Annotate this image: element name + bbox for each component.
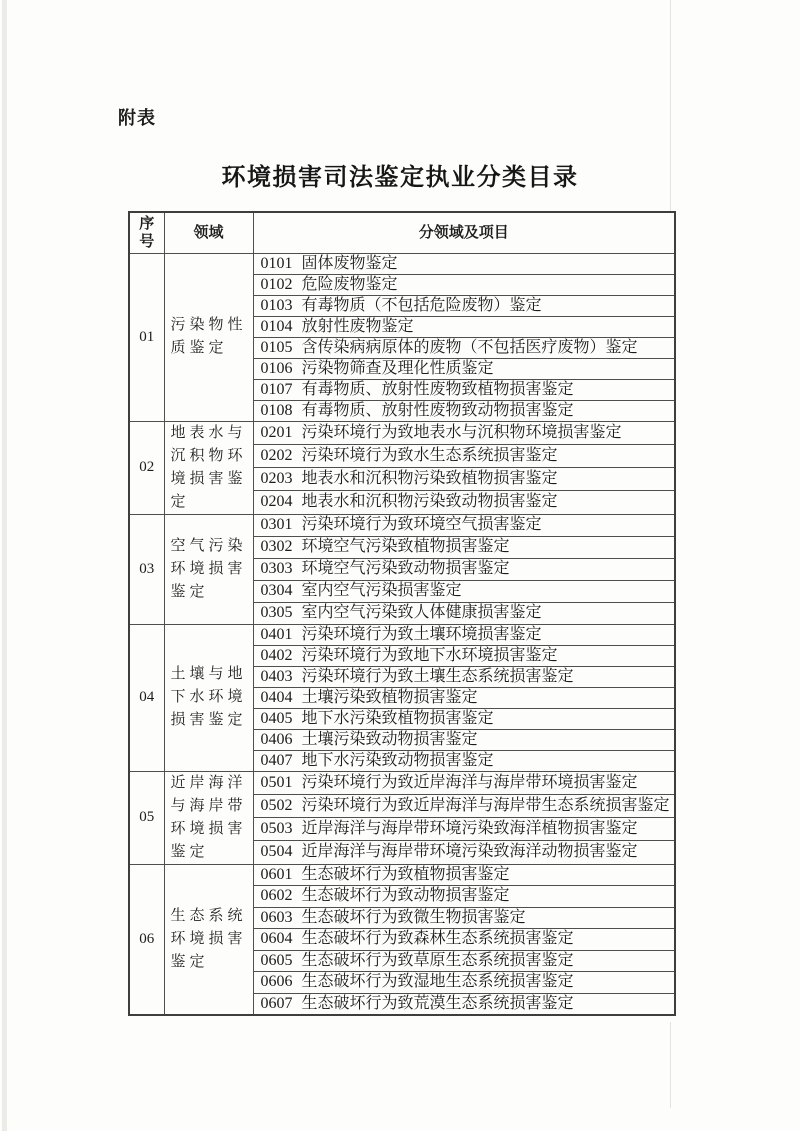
item-code: 0501 <box>260 773 293 791</box>
item-cell <box>253 907 675 929</box>
item-cell <box>253 886 675 908</box>
item-name: 生态破坏行为致微生物损害鉴定 <box>301 908 526 926</box>
item-code: 0605 <box>260 951 293 969</box>
item-cell <box>253 645 675 666</box>
item-name: 近岸海洋与海岸带环境污染致海洋动物损害鉴定 <box>301 843 638 861</box>
item-name: 地表水和沉积物污染致动物损害鉴定 <box>301 493 558 511</box>
item-code: 0504 <box>260 843 293 861</box>
section-field-cell: 污染物性质鉴定 <box>164 253 253 421</box>
page-title: 环境损害司法鉴定执业分类目录 <box>221 164 579 191</box>
section-no-cell: 04 <box>129 624 164 771</box>
item-code: 0108 <box>260 401 293 419</box>
item-code: 0301 <box>260 516 293 533</box>
section-field-cell: 地表水与沉积物环境损害鉴定 <box>164 421 253 514</box>
item-name: 室内空气污染损害鉴定 <box>301 582 462 599</box>
item-code: 0407 <box>260 751 293 769</box>
item-name: 污染环境行为致近岸海洋与海岸带生态系统损害鉴定 <box>301 796 670 814</box>
section-no-cell: 05 <box>129 771 164 864</box>
item-code: 0103 <box>260 296 293 314</box>
item-code: 0202 <box>260 446 293 464</box>
item-cell <box>253 316 675 337</box>
item-cell <box>253 771 675 794</box>
item-name: 污染环境行为致土壤生态系统损害鉴定 <box>301 667 574 685</box>
item-name: 有毒物质、放射性废物致植物损害鉴定 <box>301 380 574 398</box>
section-field-cell: 生态系统环境损害鉴定 <box>164 864 253 1015</box>
item-name: 生态破坏行为致动物损害鉴定 <box>301 887 510 905</box>
item-name: 污染环境行为致地表水与沉积物环境损害鉴定 <box>301 423 622 441</box>
item-cell <box>253 358 675 379</box>
item-name: 污染环境行为致近岸海洋与海岸带环境损害鉴定 <box>301 773 638 791</box>
item-cell <box>253 729 675 750</box>
table-header-row <box>129 212 675 253</box>
item-name: 污染环境行为致水生态系统损害鉴定 <box>301 446 558 464</box>
scan-crease-line-bottom <box>670 1022 671 1108</box>
item-cell <box>253 444 675 467</box>
item-name: 生态破坏行为致植物损害鉴定 <box>301 865 510 883</box>
item-code: 0601 <box>260 865 293 883</box>
item-cell <box>253 468 675 491</box>
item-name: 危险废物鉴定 <box>301 275 398 293</box>
item-code: 0404 <box>260 688 293 706</box>
item-cell <box>253 950 675 972</box>
item-cell <box>253 400 675 421</box>
section-field-cell: 近岸海洋与海岸带环境损害鉴定 <box>164 771 253 864</box>
item-name: 土壤污染致动物损害鉴定 <box>301 730 478 748</box>
item-name: 固体废物鉴定 <box>301 254 398 272</box>
item-name: 有毒物质、放射性废物致动物损害鉴定 <box>301 401 574 419</box>
item-cell <box>253 580 675 602</box>
item-name: 含传染病病原体的废物（不包括医疗废物）鉴定 <box>301 338 638 356</box>
item-code: 0302 <box>260 538 293 555</box>
item-name: 地下水污染致动物损害鉴定 <box>301 751 494 769</box>
item-cell <box>253 421 675 444</box>
item-code: 0405 <box>260 709 293 727</box>
item-name: 生态破坏行为致森林生态系统损害鉴定 <box>301 930 574 948</box>
item-code: 0402 <box>260 646 293 664</box>
item-cell <box>253 253 675 274</box>
item-code: 0101 <box>260 254 293 272</box>
item-code: 0607 <box>260 994 293 1012</box>
column-header-no: 序号 <box>129 212 164 253</box>
section-no-cell: 03 <box>129 514 164 624</box>
table-row <box>129 421 675 444</box>
item-name: 地表水和沉积物污染致植物损害鉴定 <box>301 470 558 488</box>
item-cell <box>253 624 675 645</box>
column-header-field: 领域 <box>164 212 253 253</box>
item-name: 污染环境行为致土壤环境损害鉴定 <box>301 625 542 643</box>
item-cell <box>253 295 675 316</box>
item-cell <box>253 602 675 624</box>
item-cell <box>253 558 675 580</box>
item-code: 0107 <box>260 380 293 398</box>
item-name: 环境空气污染致植物损害鉴定 <box>301 538 510 555</box>
item-cell <box>253 379 675 400</box>
item-cell <box>253 514 675 536</box>
item-name: 土壤污染致植物损害鉴定 <box>301 688 478 706</box>
table-row <box>129 514 675 536</box>
item-name: 生态破坏行为致荒漠生态系统损害鉴定 <box>301 994 574 1012</box>
item-code: 0105 <box>260 338 293 356</box>
table-row <box>129 771 675 794</box>
section-no-cell: 01 <box>129 253 164 421</box>
item-code: 0602 <box>260 887 293 905</box>
item-name: 有毒物质（不包括危险废物）鉴定 <box>301 296 542 314</box>
item-cell <box>253 337 675 358</box>
item-code: 0303 <box>260 560 293 577</box>
section-field-cell: 土壤与地下水环境损害鉴定 <box>164 624 253 771</box>
item-code: 0503 <box>260 820 293 838</box>
item-cell <box>253 491 675 514</box>
section-no-cell: 06 <box>129 864 164 1015</box>
item-name: 近岸海洋与海岸带环境污染致海洋植物损害鉴定 <box>301 820 638 838</box>
item-code: 0403 <box>260 667 293 685</box>
item-cell <box>253 666 675 687</box>
item-code: 0201 <box>260 423 293 441</box>
item-cell <box>253 993 675 1015</box>
item-name: 放射性废物鉴定 <box>301 317 414 335</box>
item-cell <box>253 929 675 951</box>
item-name: 生态破坏行为致湿地生态系统损害鉴定 <box>301 973 574 991</box>
item-code: 0104 <box>260 317 293 335</box>
item-cell <box>253 841 675 864</box>
item-code: 0606 <box>260 973 293 991</box>
item-code: 0502 <box>260 796 293 814</box>
item-name: 生态破坏行为致草原生态系统损害鉴定 <box>301 951 574 969</box>
item-cell <box>253 972 675 994</box>
item-name: 地下水污染致植物损害鉴定 <box>301 709 494 727</box>
item-name: 污染环境行为致环境空气损害鉴定 <box>301 516 542 533</box>
table-row <box>129 864 675 886</box>
section-field-cell: 空气污染环境损害鉴定 <box>164 514 253 624</box>
section-no-cell: 02 <box>129 421 164 514</box>
attachment-label: 附表 <box>118 108 156 128</box>
item-name: 污染物筛查及理化性质鉴定 <box>301 359 494 377</box>
item-code: 0106 <box>260 359 293 377</box>
item-cell <box>253 750 675 771</box>
item-cell <box>253 274 675 295</box>
item-code: 0204 <box>260 493 293 511</box>
item-name: 污染环境行为致地下水环境损害鉴定 <box>301 646 558 664</box>
item-cell <box>253 818 675 841</box>
item-code: 0305 <box>260 604 293 621</box>
item-cell <box>253 794 675 817</box>
classification-table <box>128 211 676 1016</box>
column-header-items: 分领域及项目 <box>253 212 675 253</box>
item-name: 环境空气污染致动物损害鉴定 <box>301 560 510 577</box>
item-code: 0203 <box>260 470 293 488</box>
item-code: 0603 <box>260 908 293 926</box>
item-cell <box>253 536 675 558</box>
item-name: 室内空气污染致人体健康损害鉴定 <box>301 604 542 621</box>
item-code: 0604 <box>260 930 293 948</box>
item-cell <box>253 708 675 729</box>
table-row <box>129 624 675 645</box>
table-body <box>129 253 675 1015</box>
item-code: 0304 <box>260 582 293 599</box>
item-code: 0401 <box>260 625 293 643</box>
item-cell <box>253 864 675 886</box>
item-code: 0406 <box>260 730 293 748</box>
table-row <box>129 253 675 274</box>
item-cell <box>253 687 675 708</box>
item-code: 0102 <box>260 275 293 293</box>
